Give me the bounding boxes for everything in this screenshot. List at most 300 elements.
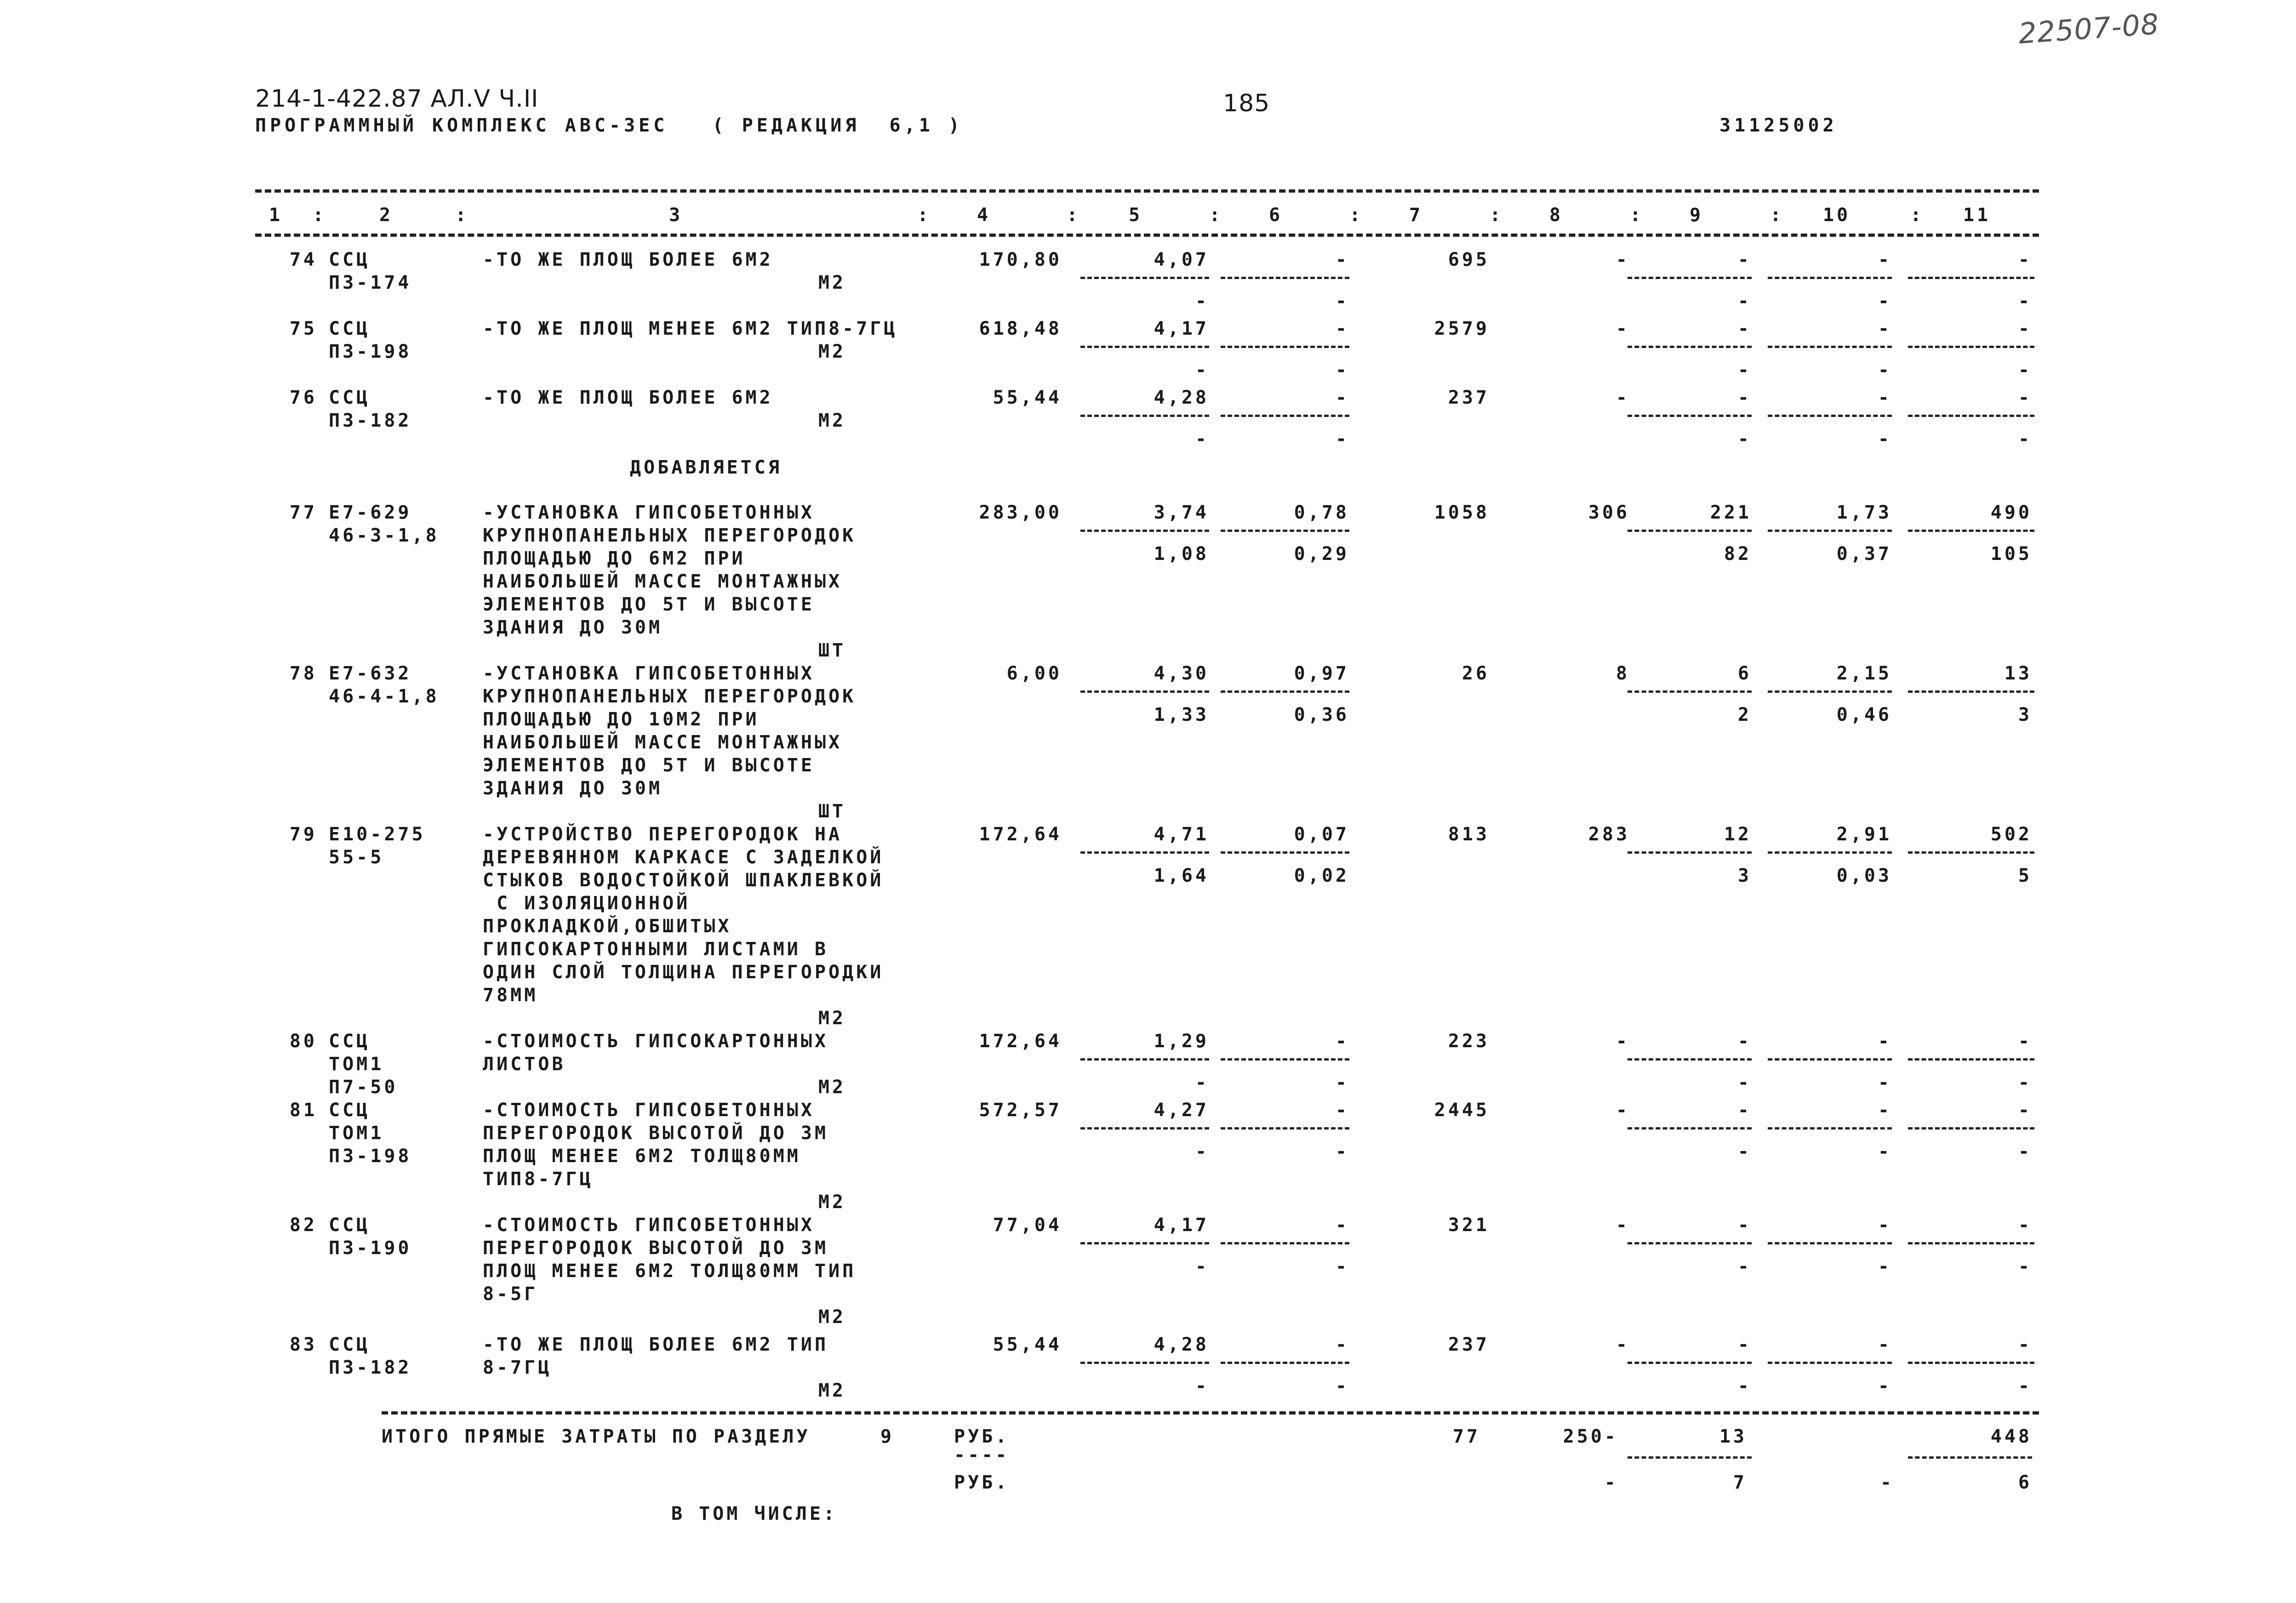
row-code: П7-50 — [329, 1077, 398, 1098]
row-col10-rule — [1768, 415, 1892, 417]
row-col6-sub: - — [1335, 1072, 1349, 1093]
row-col6-sub: 0,29 — [1294, 543, 1349, 565]
row-code: 46-3-1,8 — [329, 525, 440, 546]
row-col9-sub: - — [1737, 291, 1752, 312]
row-description: ОДИН СЛОЙ ТОЛЩИНА ПЕРЕГОРОДКИ — [483, 962, 884, 983]
row-description: ЭЛЕМЕНТОВ ДО 5Т И ВЫСОТЕ — [483, 755, 815, 776]
row-col11: 502 — [1990, 824, 2032, 845]
row-col5: 4,30 — [1154, 663, 1209, 684]
row-col10-sub: - — [1878, 359, 1892, 381]
row-col8: - — [1616, 387, 1630, 408]
row-col9: - — [1737, 1215, 1752, 1236]
row-col11-rule — [1908, 690, 2034, 693]
row-description: 8-7ГЦ — [483, 1357, 552, 1378]
row-number: 82 — [289, 1215, 317, 1236]
row-col9: - — [1737, 249, 1752, 270]
row-unit: М2 — [818, 341, 846, 362]
row-col5-sub: 1,33 — [1154, 704, 1209, 725]
row-unit: М2 — [818, 1008, 846, 1029]
row-col6: - — [1335, 387, 1349, 408]
row-col6-rule — [1221, 415, 1349, 417]
row-col9: - — [1737, 1334, 1752, 1355]
row-col11-sub: - — [2018, 291, 2032, 312]
row-code: Е7-632 — [329, 663, 412, 684]
row-col6: - — [1335, 1100, 1349, 1121]
row-col6-rule — [1221, 530, 1349, 532]
row-description: -ТО ЖЕ ПЛОЩ БОЛЕЕ 6М2 ТИП — [483, 1334, 829, 1355]
row-unit: ШТ — [818, 801, 846, 822]
row-description: ЛИСТОВ — [483, 1054, 566, 1075]
row-col11-rule — [1908, 1058, 2034, 1061]
row-col5: 4,27 — [1154, 1100, 1209, 1121]
row-col5-rule — [1080, 530, 1209, 532]
row-col11-sub: - — [2018, 1141, 2032, 1162]
row-col10-sub: 0,03 — [1836, 865, 1892, 886]
row-col5-rule — [1080, 415, 1209, 417]
row-col11: - — [2018, 1334, 2032, 1355]
row-col6: - — [1335, 318, 1349, 339]
row-description: ЗДАНИЯ ДО 30М — [483, 778, 663, 799]
row-col7: 321 — [1448, 1215, 1490, 1236]
totals-unit-2: РУБ. — [954, 1472, 1010, 1493]
row-col7: 26 — [1462, 663, 1490, 684]
row-col6-rule — [1221, 1362, 1349, 1364]
row-col9-rule — [1628, 1362, 1752, 1364]
row-col10-rule — [1768, 690, 1892, 693]
row-col8: - — [1616, 318, 1630, 339]
column-separator: : — [455, 205, 469, 226]
row-description: ЗДАНИЯ ДО 30М — [483, 617, 663, 638]
row-col6: - — [1335, 1215, 1349, 1236]
row-description: НАИБОЛЬШЕЙ МАССЕ МОНТАЖНЫХ — [483, 571, 843, 592]
row-code: Е10-275 — [329, 824, 426, 845]
row-col11: 490 — [1990, 502, 2032, 523]
row-col7: 813 — [1448, 824, 1490, 845]
totals-section: 9 — [880, 1426, 895, 1447]
row-code: П3-174 — [329, 272, 412, 293]
row-description: ПЛОЩАДЬЮ ДО 6М2 ПРИ — [483, 548, 746, 569]
row-col9: - — [1737, 387, 1752, 408]
row-col7: 223 — [1448, 1031, 1490, 1052]
totals-col9-rule — [1628, 1456, 1752, 1459]
row-col9-sub: - — [1737, 1375, 1752, 1397]
row-description: -ТО ЖЕ ПЛОЩ МЕНЕЕ 6М2 ТИП8-7ГЦ — [483, 318, 898, 339]
row-col10-rule — [1768, 1242, 1892, 1244]
row-col5-rule — [1080, 1362, 1209, 1364]
row-col5-rule — [1080, 690, 1209, 693]
row-col5-rule — [1080, 851, 1209, 854]
row-col9: - — [1737, 1031, 1752, 1052]
row-col10: 1,73 — [1836, 502, 1892, 523]
row-unit: М2 — [818, 1077, 846, 1098]
row-col6-rule — [1221, 346, 1349, 348]
totals-col11-b: 6 — [2018, 1472, 2032, 1493]
row-code: ССЦ — [329, 318, 371, 339]
row-col11: - — [2018, 1215, 2032, 1236]
row-col11-rule — [1908, 1127, 2034, 1130]
row-col6-rule — [1221, 851, 1349, 854]
row-unit: М2 — [818, 410, 846, 431]
row-quantity: 6,00 — [1006, 663, 1062, 684]
row-col8: - — [1616, 1100, 1630, 1121]
row-col5-sub: - — [1195, 1375, 1209, 1397]
row-col11-rule — [1908, 530, 2034, 532]
column-header-7: 7 — [1409, 205, 1423, 226]
row-col7: 237 — [1448, 1334, 1490, 1355]
column-header-5: 5 — [1128, 205, 1143, 226]
row-unit: М2 — [818, 1380, 846, 1401]
row-number: 76 — [289, 387, 317, 408]
row-col11-rule — [1908, 415, 2034, 417]
row-col6-sub: - — [1335, 1256, 1349, 1277]
row-col10-sub: - — [1878, 1141, 1892, 1162]
row-quantity: 170,80 — [979, 249, 1062, 270]
row-col5-rule — [1080, 277, 1209, 279]
row-unit: М2 — [818, 1306, 846, 1328]
row-col11-rule — [1908, 1242, 2034, 1244]
row-col10-rule — [1768, 1127, 1892, 1130]
row-col10-sub: - — [1878, 1375, 1892, 1397]
row-col10-sub: - — [1878, 1072, 1892, 1093]
totals-col8-b: - — [1604, 1472, 1618, 1493]
row-col5: 4,28 — [1154, 387, 1209, 408]
row-description: ПЛОЩАДЬЮ ДО 10М2 ПРИ — [483, 709, 760, 730]
row-col6: 0,97 — [1294, 663, 1349, 684]
row-code: ССЦ — [329, 1215, 371, 1236]
column-header-1: 1 — [268, 205, 283, 226]
row-col10-sub: 0,37 — [1836, 543, 1892, 565]
row-description: ДЕРЕВЯННОМ КАРКАСЕ С ЗАДЕЛКОЙ — [483, 847, 884, 868]
row-description: -УСТАНОВКА ГИПСОБЕТОННЫХ — [483, 502, 815, 523]
row-col7: 695 — [1448, 249, 1490, 270]
row-unit: М2 — [818, 1192, 846, 1213]
row-number: 77 — [289, 502, 317, 523]
column-header-10: 10 — [1822, 205, 1851, 226]
column-separator: : — [1067, 205, 1081, 226]
row-description: 78ММ — [483, 985, 538, 1006]
row-col5-sub: - — [1195, 428, 1209, 450]
row-col7: 2445 — [1434, 1100, 1490, 1121]
column-header-2: 2 — [379, 205, 394, 226]
column-separator: : — [313, 205, 327, 226]
row-col8: - — [1616, 249, 1630, 270]
row-col9-sub: 2 — [1737, 704, 1752, 725]
row-col6-rule — [1221, 1242, 1349, 1244]
row-code: ССЦ — [329, 1334, 371, 1355]
row-col11-sub: - — [2018, 1072, 2032, 1093]
row-col10: - — [1878, 1031, 1892, 1052]
row-col5-sub: - — [1195, 359, 1209, 381]
column-separator: : — [917, 205, 931, 226]
row-col8: 306 — [1588, 502, 1630, 523]
row-col11: - — [2018, 1031, 2032, 1052]
program-title: ПРОГРАММНЫЙ КОМПЛЕКС АВС-3ЕС ( РЕДАКЦИЯ 6,1 ) — [255, 115, 963, 136]
row-description: -УСТРОЙСТВО ПЕРЕГОРОДОК НА — [483, 824, 843, 845]
row-col5-rule — [1080, 1242, 1209, 1244]
row-quantity: 618,48 — [979, 318, 1062, 339]
row-col10-rule — [1768, 1058, 1892, 1061]
row-col11-rule — [1908, 277, 2034, 279]
row-col6-sub: - — [1335, 291, 1349, 312]
row-description: -ТО ЖЕ ПЛОЩ БОЛЕЕ 6М2 — [483, 249, 773, 270]
row-description: -СТОИМОСТЬ ГИПСОБЕТОННЫХ — [483, 1100, 815, 1121]
row-description: ПЕРЕГОРОДОК ВЫСОТОЙ ДО 3М — [483, 1238, 829, 1259]
row-code: ССЦ — [329, 1100, 371, 1121]
row-col9: 221 — [1710, 502, 1752, 523]
row-col8: - — [1616, 1215, 1630, 1236]
row-col9: 12 — [1724, 824, 1752, 845]
row-description: ПРОКЛАДКОЙ,ОБШИТЫХ — [483, 916, 732, 937]
row-col9-rule — [1628, 1242, 1752, 1244]
row-col6-rule — [1221, 690, 1349, 693]
page-number: 185 — [1223, 90, 1270, 117]
row-col9-sub: - — [1737, 1256, 1752, 1277]
row-unit: М2 — [818, 272, 846, 293]
totals-col9-b: 7 — [1733, 1472, 1747, 1493]
row-col11-sub: 3 — [2018, 704, 2032, 725]
row-col10-rule — [1768, 1362, 1892, 1364]
row-number: 74 — [289, 249, 317, 270]
row-col9: - — [1737, 318, 1752, 339]
row-number: 83 — [289, 1334, 317, 1355]
row-code: ССЦ — [329, 249, 371, 270]
row-description: КРУПНОПАНЕЛЬНЫХ ПЕРЕГОРОДОК — [483, 686, 857, 707]
row-description: 8-5Г — [483, 1284, 538, 1305]
row-col10: - — [1878, 1334, 1892, 1355]
row-col11-rule — [1908, 1362, 2034, 1364]
row-col10-rule — [1768, 530, 1892, 532]
row-col10: - — [1878, 1215, 1892, 1236]
row-description: ТИП8-7ГЦ — [483, 1169, 594, 1190]
column-header-6: 6 — [1268, 205, 1283, 226]
row-col5: 1,29 — [1154, 1031, 1209, 1052]
row-col5: 3,74 — [1154, 502, 1209, 523]
row-unit: ШТ — [818, 640, 846, 661]
column-separator: : — [1630, 205, 1644, 226]
row-col6-sub: - — [1335, 428, 1349, 450]
totals-unit-1: РУБ. — [954, 1426, 1010, 1447]
row-quantity: 55,44 — [993, 1334, 1062, 1355]
column-header-11: 11 — [1963, 205, 1991, 226]
row-col10: - — [1878, 249, 1892, 270]
section-heading: ДОБАВЛЯЕТСЯ — [630, 457, 782, 478]
row-col6: - — [1335, 1031, 1349, 1052]
row-code: П3-182 — [329, 410, 412, 431]
row-description: ГИПСОКАРТОННЫМИ ЛИСТАМИ В — [483, 939, 829, 960]
row-col10: - — [1878, 1100, 1892, 1121]
row-col11: - — [2018, 318, 2032, 339]
row-description: С ИЗОЛЯЦИОННОЙ — [483, 893, 691, 914]
totals-col11-rule — [1908, 1456, 2032, 1459]
document-number: 31125002 — [1719, 115, 1838, 136]
row-description: СТЫКОВ ВОДОСТОЙКОЙ ШПАКЛЕВКОЙ — [483, 870, 884, 891]
row-col5-sub: 1,64 — [1154, 865, 1209, 886]
row-col10-rule — [1768, 851, 1892, 854]
row-col6-rule — [1221, 277, 1349, 279]
row-col10: 2,15 — [1836, 663, 1892, 684]
row-col9-rule — [1628, 851, 1752, 854]
row-col6-sub: 0,36 — [1294, 704, 1349, 725]
row-col11: - — [2018, 249, 2032, 270]
row-col10-rule — [1768, 277, 1892, 279]
row-description: ЭЛЕМЕНТОВ ДО 5Т И ВЫСОТЕ — [483, 594, 815, 615]
row-col10-sub: - — [1878, 291, 1892, 312]
row-description: ПЛОЩ МЕНЕЕ 6М2 ТОЛЩ80ММ ТИП — [483, 1261, 857, 1282]
row-number: 78 — [289, 663, 317, 684]
row-col9-rule — [1628, 530, 1752, 532]
row-description: КРУПНОПАНЕЛЬНЫХ ПЕРЕГОРОДОК — [483, 525, 857, 546]
row-col5-rule — [1080, 1058, 1209, 1061]
row-col5: 4,71 — [1154, 824, 1209, 845]
row-col5-rule — [1080, 1127, 1209, 1130]
row-col10: - — [1878, 387, 1892, 408]
row-col11-sub: - — [2018, 1375, 2032, 1397]
row-code: П3-190 — [329, 1238, 412, 1259]
row-col6: 0,78 — [1294, 502, 1349, 523]
row-col5: 4,28 — [1154, 1334, 1209, 1355]
row-col5: 4,07 — [1154, 249, 1209, 270]
row-col6-sub: 0,02 — [1294, 865, 1349, 886]
row-col9: 6 — [1737, 663, 1752, 684]
row-col5-sub: 1,08 — [1154, 543, 1209, 565]
row-code: ТОМ1 — [329, 1054, 384, 1075]
row-col6-rule — [1221, 1127, 1349, 1130]
row-col8: - — [1616, 1031, 1630, 1052]
footer-text: В ТОМ ЧИСЛЕ: — [671, 1503, 837, 1524]
column-header-9: 9 — [1689, 205, 1704, 226]
row-code: 55-5 — [329, 847, 384, 868]
row-col7: 1058 — [1434, 502, 1490, 523]
row-col9-rule — [1628, 1127, 1752, 1130]
row-col11: 13 — [2004, 663, 2032, 684]
row-col10: - — [1878, 318, 1892, 339]
row-col11-rule — [1908, 851, 2034, 854]
row-code: П3-198 — [329, 1146, 412, 1167]
row-quantity: 55,44 — [993, 387, 1062, 408]
row-code: ТОМ1 — [329, 1123, 384, 1144]
row-code: ССЦ — [329, 1031, 371, 1052]
row-quantity: 172,64 — [979, 824, 1062, 845]
row-quantity: 172,64 — [979, 1031, 1062, 1052]
column-separator: : — [1770, 205, 1784, 226]
column-separator: : — [1209, 205, 1223, 226]
row-col10-sub: - — [1878, 428, 1892, 450]
row-col5-sub: - — [1195, 1256, 1209, 1277]
table-header-rule — [255, 234, 2039, 237]
row-col6: - — [1335, 1334, 1349, 1355]
row-col6-sub: - — [1335, 359, 1349, 381]
totals-col11: 448 — [1990, 1426, 2032, 1447]
document-code: 214-1-422.87 АЛ.V Ч.II — [255, 85, 539, 113]
row-number: 81 — [289, 1100, 317, 1121]
totals-col9: 13 — [1719, 1426, 1747, 1447]
row-description: -СТОИМОСТЬ ГИПСОБЕТОННЫХ — [483, 1215, 815, 1236]
row-code: ССЦ — [329, 387, 371, 408]
row-col9-rule — [1628, 346, 1752, 348]
column-header-4: 4 — [977, 205, 991, 226]
row-col10-rule — [1768, 346, 1892, 348]
row-description: -ТО ЖЕ ПЛОЩ БОЛЕЕ 6М2 — [483, 387, 773, 408]
totals-col10-b: - — [1880, 1472, 1894, 1493]
row-col5-rule — [1080, 346, 1209, 348]
archive-stamp: 22507-08 — [2017, 7, 2160, 51]
row-col9-sub: 82 — [1724, 543, 1752, 565]
row-col5-sub: - — [1195, 291, 1209, 312]
row-col11-sub: - — [2018, 428, 2032, 450]
column-header-3: 3 — [668, 205, 683, 226]
row-col7: 2579 — [1434, 318, 1490, 339]
totals-dashes: ---- — [954, 1444, 1010, 1466]
row-col6: 0,07 — [1294, 824, 1349, 845]
row-col11-rule — [1908, 346, 2034, 348]
totals-col8: 250- — [1563, 1426, 1618, 1447]
totals-rule — [382, 1411, 2039, 1415]
row-col8: 283 — [1588, 824, 1630, 845]
row-code: Е7-629 — [329, 502, 412, 523]
row-code: П3-198 — [329, 341, 412, 362]
row-col5: 4,17 — [1154, 1215, 1209, 1236]
row-code: 46-4-1,8 — [329, 686, 440, 707]
row-col11-sub: - — [2018, 1256, 2032, 1277]
row-col9-rule — [1628, 690, 1752, 693]
row-quantity: 77,04 — [993, 1215, 1062, 1236]
row-col9-sub: - — [1737, 1072, 1752, 1093]
row-description: -УСТАНОВКА ГИПСОБЕТОННЫХ — [483, 663, 815, 684]
row-description: -СТОИМОСТЬ ГИПСОКАРТОННЫХ — [483, 1031, 829, 1052]
totals-col7: 77 — [1452, 1426, 1480, 1447]
row-col9: - — [1737, 1100, 1752, 1121]
row-col5: 4,17 — [1154, 318, 1209, 339]
row-col11: - — [2018, 1100, 2032, 1121]
totals-label: ИТОГО ПРЯМЫЕ ЗАТРАТЫ ПО РАЗДЕЛУ — [382, 1426, 811, 1447]
row-description: НАИБОЛЬШЕЙ МАССЕ МОНТАЖНЫХ — [483, 732, 843, 753]
row-col5-sub: - — [1195, 1072, 1209, 1093]
row-col9-sub: - — [1737, 1141, 1752, 1162]
row-col9-sub: 3 — [1737, 865, 1752, 886]
row-quantity: 283,00 — [979, 502, 1062, 523]
row-col9-sub: - — [1737, 359, 1752, 381]
row-code: П3-182 — [329, 1357, 412, 1378]
row-col7: 237 — [1448, 387, 1490, 408]
row-col10-sub: 0,46 — [1836, 704, 1892, 725]
row-col11-sub: - — [2018, 359, 2032, 381]
column-header-8: 8 — [1549, 205, 1564, 226]
row-number: 79 — [289, 824, 317, 845]
table-top-rule — [255, 189, 2039, 193]
row-col6: - — [1335, 249, 1349, 270]
row-col8: 8 — [1616, 663, 1630, 684]
row-description: ПЛОЩ МЕНЕЕ 6М2 ТОЛЩ80ММ — [483, 1146, 801, 1167]
row-number: 80 — [289, 1031, 317, 1052]
column-separator: : — [1490, 205, 1504, 226]
row-col11-sub: 5 — [2018, 865, 2032, 886]
row-col6-sub: - — [1335, 1375, 1349, 1397]
row-col10: 2,91 — [1836, 824, 1892, 845]
row-col6-rule — [1221, 1058, 1349, 1061]
row-quantity: 572,57 — [979, 1100, 1062, 1121]
row-col11: - — [2018, 387, 2032, 408]
column-separator: : — [1910, 205, 1925, 226]
row-col8: - — [1616, 1334, 1630, 1355]
row-col11-sub: 105 — [1990, 543, 2032, 565]
row-col9-rule — [1628, 415, 1752, 417]
row-col9-rule — [1628, 1058, 1752, 1061]
row-col5-sub: - — [1195, 1141, 1209, 1162]
row-col9-sub: - — [1737, 428, 1752, 450]
column-separator: : — [1349, 205, 1364, 226]
row-description: ПЕРЕГОРОДОК ВЫСОТОЙ ДО 3М — [483, 1123, 829, 1144]
row-col9-rule — [1628, 277, 1752, 279]
